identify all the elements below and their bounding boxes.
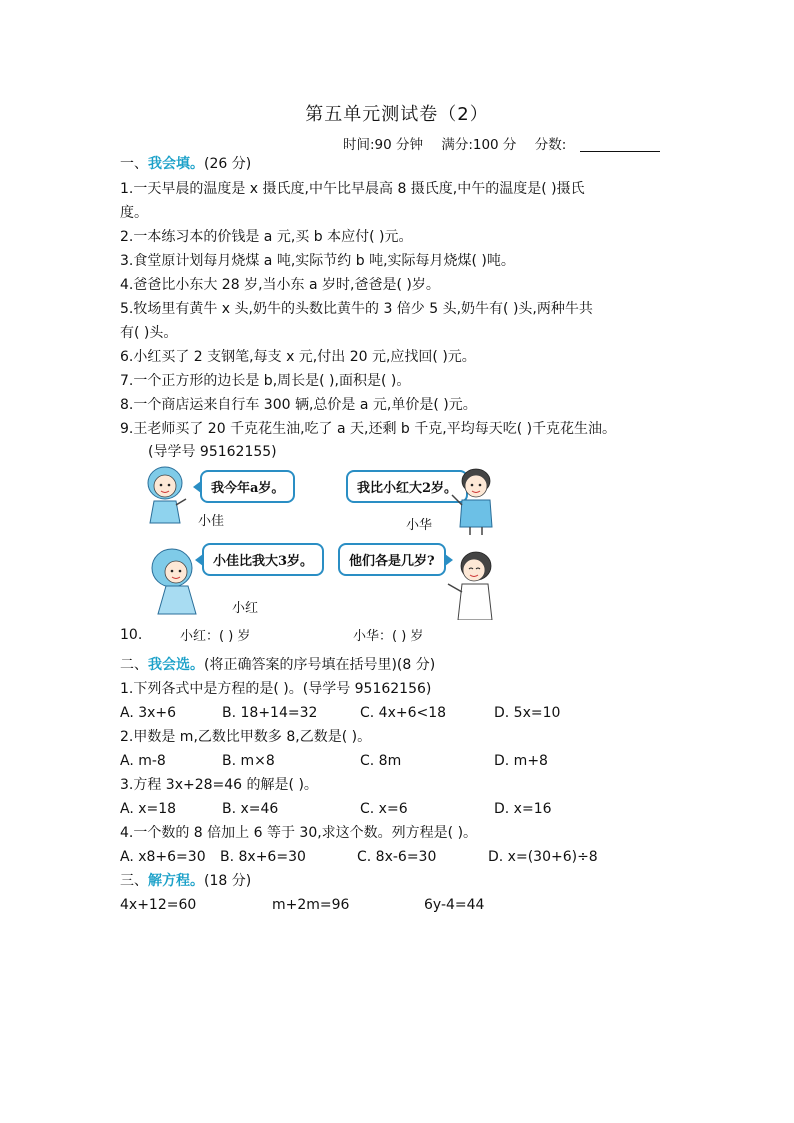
section-2-heading (120, 656, 435, 674)
question-1-2: 2.一本练习本的价钱是 a 元,买 b 本应付( )元。 (120, 229, 413, 245)
question-1-5: 5.牧场里有黄牛 x 头,奶牛的头数比黄牛的 3 倍少 5 头,奶牛有( )头,两种牛共 (120, 301, 593, 317)
name-xiaojia: 小佳 (198, 514, 225, 529)
section-1-name: 我会填。 (148, 156, 204, 172)
equation-1: 4x+12=60 (120, 897, 197, 913)
boy-xiaohua-icon (448, 465, 504, 535)
question-1-9-code: (导学号 95162155) (148, 444, 277, 460)
option-2-3-b: B. x=46 (222, 801, 279, 817)
section-3-name: 解方程。 (148, 873, 204, 889)
question-1-4: 4.爸爸比小东大 28 岁,当小东 a 岁时,爸爸是( )岁。 (120, 277, 440, 293)
question-2-3: 3.方程 3x+28=46 的解是( )。 (120, 777, 318, 793)
section-2-name: 我会选。 (148, 657, 204, 673)
section-3-points: (18 分) (204, 873, 252, 889)
teacher-icon (442, 548, 504, 620)
question-1-5-cont: 有( )头。 (120, 325, 178, 341)
answer-xiaohong: 小红：( ) 岁 (180, 629, 251, 644)
question-1-1-cont: 度。 (120, 205, 148, 221)
question-2-2: 2.甲数是 m,乙数比甲数多 8,乙数是( )。 (120, 729, 372, 745)
section-3-heading (120, 872, 251, 890)
option-2-2-c: C. 8m (360, 753, 402, 769)
section-2-points: (将正确答案的序号填在括号里)(8 分) (204, 657, 436, 673)
option-2-4-c: C. 8x-6=30 (357, 849, 437, 865)
option-2-1-c: C. 4x+6<18 (360, 705, 447, 721)
exam-meta (343, 133, 660, 153)
girl-xiaojia-icon (140, 463, 190, 525)
option-2-1-b: B. 18+14=32 (222, 705, 318, 721)
option-2-2-b: B. m×8 (222, 753, 275, 769)
speech-bubble-xiaohong: 小佳比我大3岁。 (202, 543, 324, 576)
option-2-3-d: D. x=16 (494, 801, 552, 817)
exam-title: 第五单元测试卷（2） (305, 104, 489, 125)
question-1-1: 1.一天早晨的温度是 x 摄氏度,中午比早晨高 8 摄氏度,中午的温度是( )摄氏 (120, 181, 585, 197)
question-1-7: 7.一个正方形的边长是 b,周长是( ),面积是( )。 (120, 373, 411, 389)
option-2-1-a: A. 3x+6 (120, 705, 177, 721)
question-1-8: 8.一个商店运来自行车 300 辆,总价是 a 元,单价是( )元。 (120, 397, 477, 413)
section-3-number: 三、 (120, 873, 148, 889)
equation-3: 6y-4=44 (424, 897, 485, 913)
question-2-1: 1.下列各式中是方程的是( )。(导学号 95162156) (120, 681, 432, 697)
question-2-4: 4.一个数的 8 倍加上 6 等于 30,求这个数。列方程是( )。 (120, 825, 478, 841)
question-1-10-number: 10. (120, 627, 143, 643)
time-limit: 时间:90 分钟 (343, 137, 424, 153)
name-xiaohua: 小华 (406, 518, 433, 533)
option-2-3-c: C. x=6 (360, 801, 408, 817)
option-2-4-a: A. x8+6=30 (120, 849, 206, 865)
section-2-number: 二、 (120, 657, 148, 673)
question-1-3: 3.食堂原计划每月烧煤 a 吨,实际节约 b 吨,实际每月烧煤( )吨。 (120, 253, 515, 269)
option-2-2-d: D. m+8 (494, 753, 548, 769)
full-score: 满分:100 分 (441, 137, 517, 153)
option-2-1-d: D. 5x=10 (494, 705, 561, 721)
section-1-points: (26 分) (204, 156, 252, 172)
name-xiaohong: 小红 (232, 601, 259, 616)
score-blank[interactable] (580, 137, 660, 152)
equation-2: m+2m=96 (272, 897, 350, 913)
option-2-4-b: B. 8x+6=30 (220, 849, 306, 865)
section-1-heading (120, 155, 251, 173)
score-label: 分数: (534, 137, 567, 153)
speech-bubble-teacher: 他们各是几岁? (338, 543, 446, 576)
question-1-9: 9.王老师买了 20 千克花生油,吃了 a 天,还剩 b 千克,平均每天吃( )千克花生油。 (120, 421, 617, 437)
speech-bubble-xiaojia: 我今年a岁。 (200, 470, 295, 503)
section-1-number: 一、 (120, 156, 148, 172)
option-2-3-a: A. x=18 (120, 801, 177, 817)
question-1-6: 6.小红买了 2 支钢笔,每支 x 元,付出 20 元,应找回( )元。 (120, 349, 476, 365)
answer-xiaohua: 小华：( ) 岁 (353, 629, 424, 644)
option-2-4-d: D. x=(30+6)÷8 (488, 849, 598, 865)
speech-bubble-xiaohua: 我比小红大2岁。 (346, 470, 468, 503)
option-2-2-a: A. m-8 (120, 753, 166, 769)
